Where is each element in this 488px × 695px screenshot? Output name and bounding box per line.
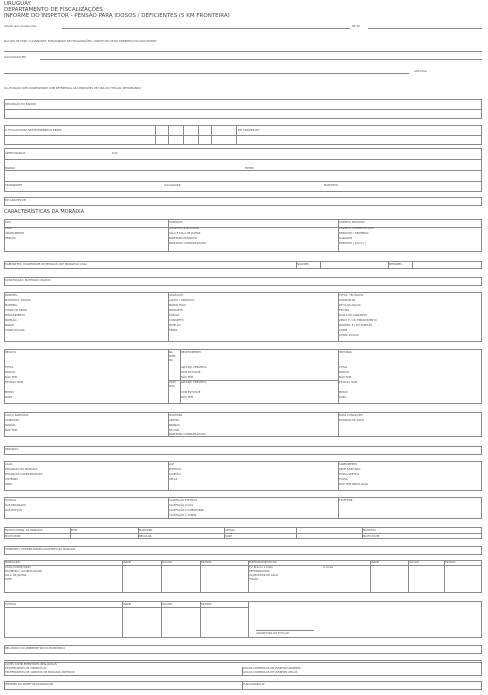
city-label: Cidade que corresponder (4, 25, 37, 28)
comfort-title: CONFORTO: POSSIBILIDADES SALIENTES NA MORADIA (5, 548, 76, 551)
plaster-state-medium: MÉDIO (5, 391, 14, 394)
days-label: AOS DIAS, (414, 70, 428, 73)
sanitary-water-inlet: ENTRADA DE ÁGUA (339, 419, 365, 422)
sleeping-storage-label: DEPÓSITO ( Dormir ) (339, 242, 366, 245)
light-lamp: LAMPIÃO (169, 473, 181, 476)
shared-bathroom-label: BANHEIRO COMPARTILHADO (169, 242, 206, 245)
year-field[interactable] (368, 28, 482, 29)
painting-total: TOTAL (339, 366, 348, 369)
sanitary-complete: COMPLETA (5, 419, 19, 422)
heating-kerosene: CALEFAÇÃO À QUEROSENE (169, 509, 204, 512)
piped-gas: GÁS ENCANADO (5, 504, 27, 507)
signature-label: ASSINATURA DO TITULAR (256, 632, 289, 635)
residence-divider (4, 135, 482, 136)
bathroom-label-a: BA- (169, 351, 174, 354)
municipality-label: MUNICÍPIO (324, 184, 338, 187)
bedroom-bed: CAMA DORMITÓRIO (5, 566, 31, 569)
water-piped-home: ENCANADA NA MORADIA (5, 468, 38, 471)
resides-since-label: O TITULAR MORA NESTE ENDEREÇO DESDE (5, 129, 62, 132)
sanitary-none: NÃO TEM (5, 429, 17, 432)
other-age-header: IDADE (123, 603, 132, 606)
bathroom-label-b: NHEI- (169, 355, 177, 358)
other-goods-label: OUTROS (5, 603, 17, 606)
roof-label: TETOS: TELHADOS (339, 294, 364, 297)
located-field[interactable] (40, 59, 482, 60)
plaster-partial: PARCIAL (5, 371, 16, 374)
roof-thatch: CAPIM (339, 329, 348, 332)
bathroom-none: NÃO TEM (181, 376, 193, 379)
state-modern: MODERNA (139, 529, 153, 532)
construction-table[interactable] (4, 292, 482, 342)
sanitation-none: NÃO TEM INSTALAÇÃO (339, 483, 369, 486)
report-title: RELATÓRIO DO AMBIENTE SÓCIO-ECONÔMICO (5, 647, 66, 650)
walls-scrap: CHAPA SUCATA (5, 329, 25, 332)
water-well: POÇO (5, 483, 13, 486)
plaster-none: NÃO TEM (5, 376, 17, 379)
rooms-label: CÔMODOS (169, 221, 183, 224)
sanitation-label: SANEAMENTO (339, 463, 358, 466)
appliances-state-header: ESTADO (445, 561, 456, 564)
street-label: RUA (112, 152, 118, 155)
neighborhood-divider (4, 109, 482, 110)
other-quality-header: QUALID. (162, 603, 173, 606)
sanitary-good-condition: BOAS CONDIÇÕES (339, 414, 363, 417)
sanitary-table[interactable] (4, 412, 482, 437)
heating-wood: CALEFAÇÃO À LENHA (169, 514, 197, 517)
plaster-state-bad: RUIM (5, 396, 12, 399)
kitchen-tile: AZULEJO CERÂMICA (181, 381, 207, 384)
walls-bricks: MATERIAIS: TIJOLOS (5, 299, 31, 302)
sanitary-white: BRANCA (169, 424, 180, 427)
appliances-age-header: IDADE (371, 561, 380, 564)
housing-characteristics-title: CARACTERÍSTICAS DA MORADIA (4, 209, 85, 215)
sanitation-pit: FOSSA (339, 478, 348, 481)
plaster-state-good: ESTADO: BOM (5, 381, 24, 384)
inspector-report-label: INFORME DO INSPETOR ESCRIBIO EM (5, 683, 54, 686)
locality-label: LOCALIDADE (164, 184, 181, 187)
painting-state-good: ESTADO: BOM (339, 381, 358, 384)
city-field[interactable] (62, 28, 350, 29)
kitchen-none: NÃO TEM (181, 396, 193, 399)
services-title: SERVIÇOS: (5, 448, 19, 451)
days-field[interactable] (4, 73, 409, 74)
stove: FOGÃO (249, 578, 259, 581)
light-candles: VELAS (169, 478, 178, 481)
previous-address-label: ANTES MORAVA (5, 152, 26, 155)
general-state-label: ESTADO GERAL DA MORADIA (5, 529, 43, 532)
water-piped-shared: ENCANADA COMPARTILHADA (5, 473, 43, 476)
sanitary-colored: DE COR (169, 429, 180, 432)
between-label: ENTRE (245, 167, 254, 170)
painting-label: PINTURAS (339, 351, 352, 354)
previous-neighbor-testimony: TESTEMUNHOS DE VIZINHOS DE MORADIA ANTERIOR (5, 671, 75, 674)
walls-fibercement: FIBROCIMENTO (5, 314, 25, 317)
housing-table[interactable] (4, 219, 482, 252)
state-bad: RUIM (225, 535, 232, 538)
heating-gas: CALEFAÇÃO À GÁS (169, 504, 194, 507)
department-title: DEPARTAMENTO DE FISCALIZAÇÕES (4, 7, 103, 13)
today-statement: NA DATA DE HOJE, O ASSINANTE, FUNCIONÁRIO DE FISCALIZAÇÕES, CONSTITUIU-SE NO ENDEREÇO DO SOLICITANTE, (4, 40, 157, 43)
appliances-label: ELETRODOMÉSTICOS (249, 561, 277, 564)
bathroom-stock: COM ESTOQUE (181, 371, 201, 374)
floor-tile: LAJOTA / CERÂMICA (169, 299, 195, 302)
neighborhood-label-2: BAIRRO (5, 167, 15, 170)
housing-house: CASA (5, 227, 13, 230)
character-label-2: EM CARÁTER DE (5, 199, 27, 202)
refrigerator: REFRIGERADOR (249, 570, 270, 573)
appliances-quality-header: QUALID. (409, 561, 420, 564)
painting-none: NÃO TEM (339, 376, 351, 379)
roof-scrap: CHAPA SUCATA (339, 334, 359, 337)
housing-apartment: APARTAMENTO (5, 232, 25, 235)
country-title: URUGUAY (4, 1, 31, 7)
other-state-header: ESTADO (201, 603, 212, 606)
tv-bw: TV: Branco e Preto (249, 566, 273, 569)
address-line-1[interactable] (4, 51, 482, 52)
floor-label: ASSOALHO (169, 294, 184, 297)
report-title-box (4, 645, 482, 654)
plaster-label: REVOCO (5, 351, 17, 354)
transport-label: TRANSPORTE (5, 184, 23, 187)
painting-partial: PARCIAL (339, 371, 350, 374)
walls-wood: MADEIRA (5, 304, 17, 307)
roof-zinc: ZINCO E / OU FIBROCIMENTO (339, 319, 377, 322)
walls-cardboard: PAPELÃO (5, 319, 17, 322)
water-heater: AQUECEDOR DE ÁGUA (249, 574, 279, 577)
painting-state-medium: MÉDIO (339, 391, 348, 394)
state-regular: REGULAR (139, 535, 152, 538)
bathroom-label-c: RO (169, 359, 173, 362)
sofa: SOFÁ (5, 578, 12, 581)
sanitary-label: LOUÇA SANITÁRIA (5, 414, 29, 417)
roof-tiles: TELHAS (339, 309, 350, 312)
kitchen-label-b: NHA (169, 385, 175, 388)
neighborhood-label: DESCRIÇÃO DO BAIRRO (5, 103, 36, 106)
plaster-total: TOTAL (5, 366, 14, 369)
floor-earth: TERRA (169, 329, 178, 332)
finishes-table[interactable] (4, 349, 482, 404)
services-table[interactable] (4, 461, 482, 491)
minors-label: MENORES (389, 263, 402, 266)
character-label: EM CARÁTER DE: (238, 129, 260, 132)
floor-cardboard: PAPELÃO (169, 324, 181, 327)
water-label: ÁGUA (5, 463, 13, 466)
living-conditions-statement: DA ATUAÇÃO QUE CORRESPONDE COM REFERÊNCIA ÀS CONDIÇÕES DE VIDA DO TITULAR, INFORMANDO: (4, 87, 142, 90)
water-cistern: CISTERNA (5, 478, 18, 481)
adults-label: MAIORES (297, 263, 309, 266)
furniture-label: MOBILIÁRIO (5, 561, 21, 564)
shared-kitchen-label: COZINHA COMPARTILHADA (339, 227, 375, 230)
light-electric: ELÉTRICA (169, 468, 182, 471)
bottled-gas: GÁS BOTIJÃO (5, 509, 22, 512)
light-label: LUZ (169, 463, 174, 466)
walls-zinc: CHAPA DE ZINCO (5, 309, 28, 312)
tiling-label: REVESTIMENTO (181, 351, 202, 354)
garage-label: GARAGEM (339, 237, 353, 240)
signature-line[interactable] (256, 630, 314, 631)
others-label: OUTROS (5, 499, 17, 502)
roof-wood: MADEIRA E / OU PAPELÃO (339, 324, 373, 327)
state-modest: MODESTA (363, 529, 376, 532)
bathroom-tile: AZULEJO CERÂMICA (181, 366, 207, 369)
complementary-actions-label: AÇÕES COMPLEMENTARES REALIZADAS (5, 663, 57, 666)
state-very-bad: MUITO RUIM (363, 535, 380, 538)
floor-monolithic: MONOLÍTICO (169, 304, 186, 307)
walls-mud: BARRO (5, 324, 15, 327)
sanitary-old: ANTIGA (169, 419, 179, 422)
roof-horizontal: HORIZONTAL (339, 299, 356, 302)
sanitation-network: REDE SANITÁRIA (339, 468, 361, 471)
telephone-label: TELEFONE (339, 499, 353, 502)
dining-room: SALA DE JANTAR (5, 574, 27, 577)
walls-label: PAREDES (5, 294, 17, 297)
character-box[interactable] (4, 197, 482, 206)
housing-pension: PENSÃO (5, 237, 16, 240)
employee-number-label: FUNCIONÁRIO N° (243, 683, 266, 686)
furniture-state-header: ESTADO (201, 561, 212, 564)
commercial-premises: LOCAIS COMERCIAIS DE VIZINHO/CORRENTE (243, 667, 301, 670)
tv-color: A Cores (323, 566, 333, 569)
wardrobe: ROUPEIRO / GUARDA-ROUPA (5, 570, 43, 573)
private-kitchen-label: COZINHA PRIVATIVA (339, 221, 365, 224)
state-good: BOM (71, 529, 78, 532)
storage-label: DEPÓSITO / DESPENSA (339, 232, 369, 235)
inhabitants-label: HABITANTES: QUANTIDADE DE PESSOAS QUE MORAM NA CASA (5, 263, 88, 266)
construction-title-box (4, 277, 482, 286)
housing-type: TIPO (5, 221, 11, 224)
sanitary-shared: BANHEIRO COMPARTILHADO (169, 433, 206, 436)
floor-planks: TÁBUAS (169, 314, 180, 317)
heating-electric: CALEFAÇÃO ELÉTRICA (169, 499, 198, 502)
bedrooms-label: QUARTOS (quantidade) (169, 227, 200, 230)
current-commercial-premises: LOCAIS COMERCIAIS DE VIZINHOS ATUAIS (243, 671, 298, 674)
sanitary-modern: MODERNA (169, 414, 183, 417)
roof-gable: DE DUAS ÁGUAS (339, 304, 361, 307)
furniture-quality-header: QUALID. (162, 561, 173, 564)
construction-title: CONSTRUÇÃO: MATERIAIS USADOS (5, 279, 51, 282)
comfort-title-box (4, 546, 482, 555)
state-old: ANTIGA (225, 529, 235, 532)
painting-state-bad: RUIM (339, 396, 346, 399)
neighbor-testimony: TESTEMUNHOS DE VIZINHOS N° (5, 667, 47, 670)
kitchen-label-a: COZI- (169, 381, 177, 384)
other-services-table[interactable] (4, 497, 482, 519)
state-very-good: MUITO BOM (5, 535, 21, 538)
kitchen-stock: COM ESTOQUE (181, 391, 201, 394)
form-title: INFORME DO INSPETOR - PENSÃO PARA IDOSOS / DEFICIENTES (5 KM FRONTEIRA) (4, 13, 230, 19)
furniture-age-header: IDADE (123, 561, 132, 564)
located-label: LOCALIZADO EM: (4, 56, 27, 59)
floor-concrete: CONCRETO (169, 319, 184, 322)
roof-concrete: PLACA DE CONCRETO (339, 314, 368, 317)
services-title-box (4, 446, 482, 455)
sanitation-septic: FOSSA SÉPTICA (339, 473, 360, 476)
living-dining-label: SALA E SALA DE JANTAR (169, 232, 201, 235)
de-20-label: DE 20 (352, 25, 360, 28)
sanitary-partial: PARCIAL (5, 424, 16, 427)
floor-parquet: PARQUETE (169, 309, 183, 312)
private-bathroom-label: BANHEIRO PRIVATIVO (169, 237, 197, 240)
